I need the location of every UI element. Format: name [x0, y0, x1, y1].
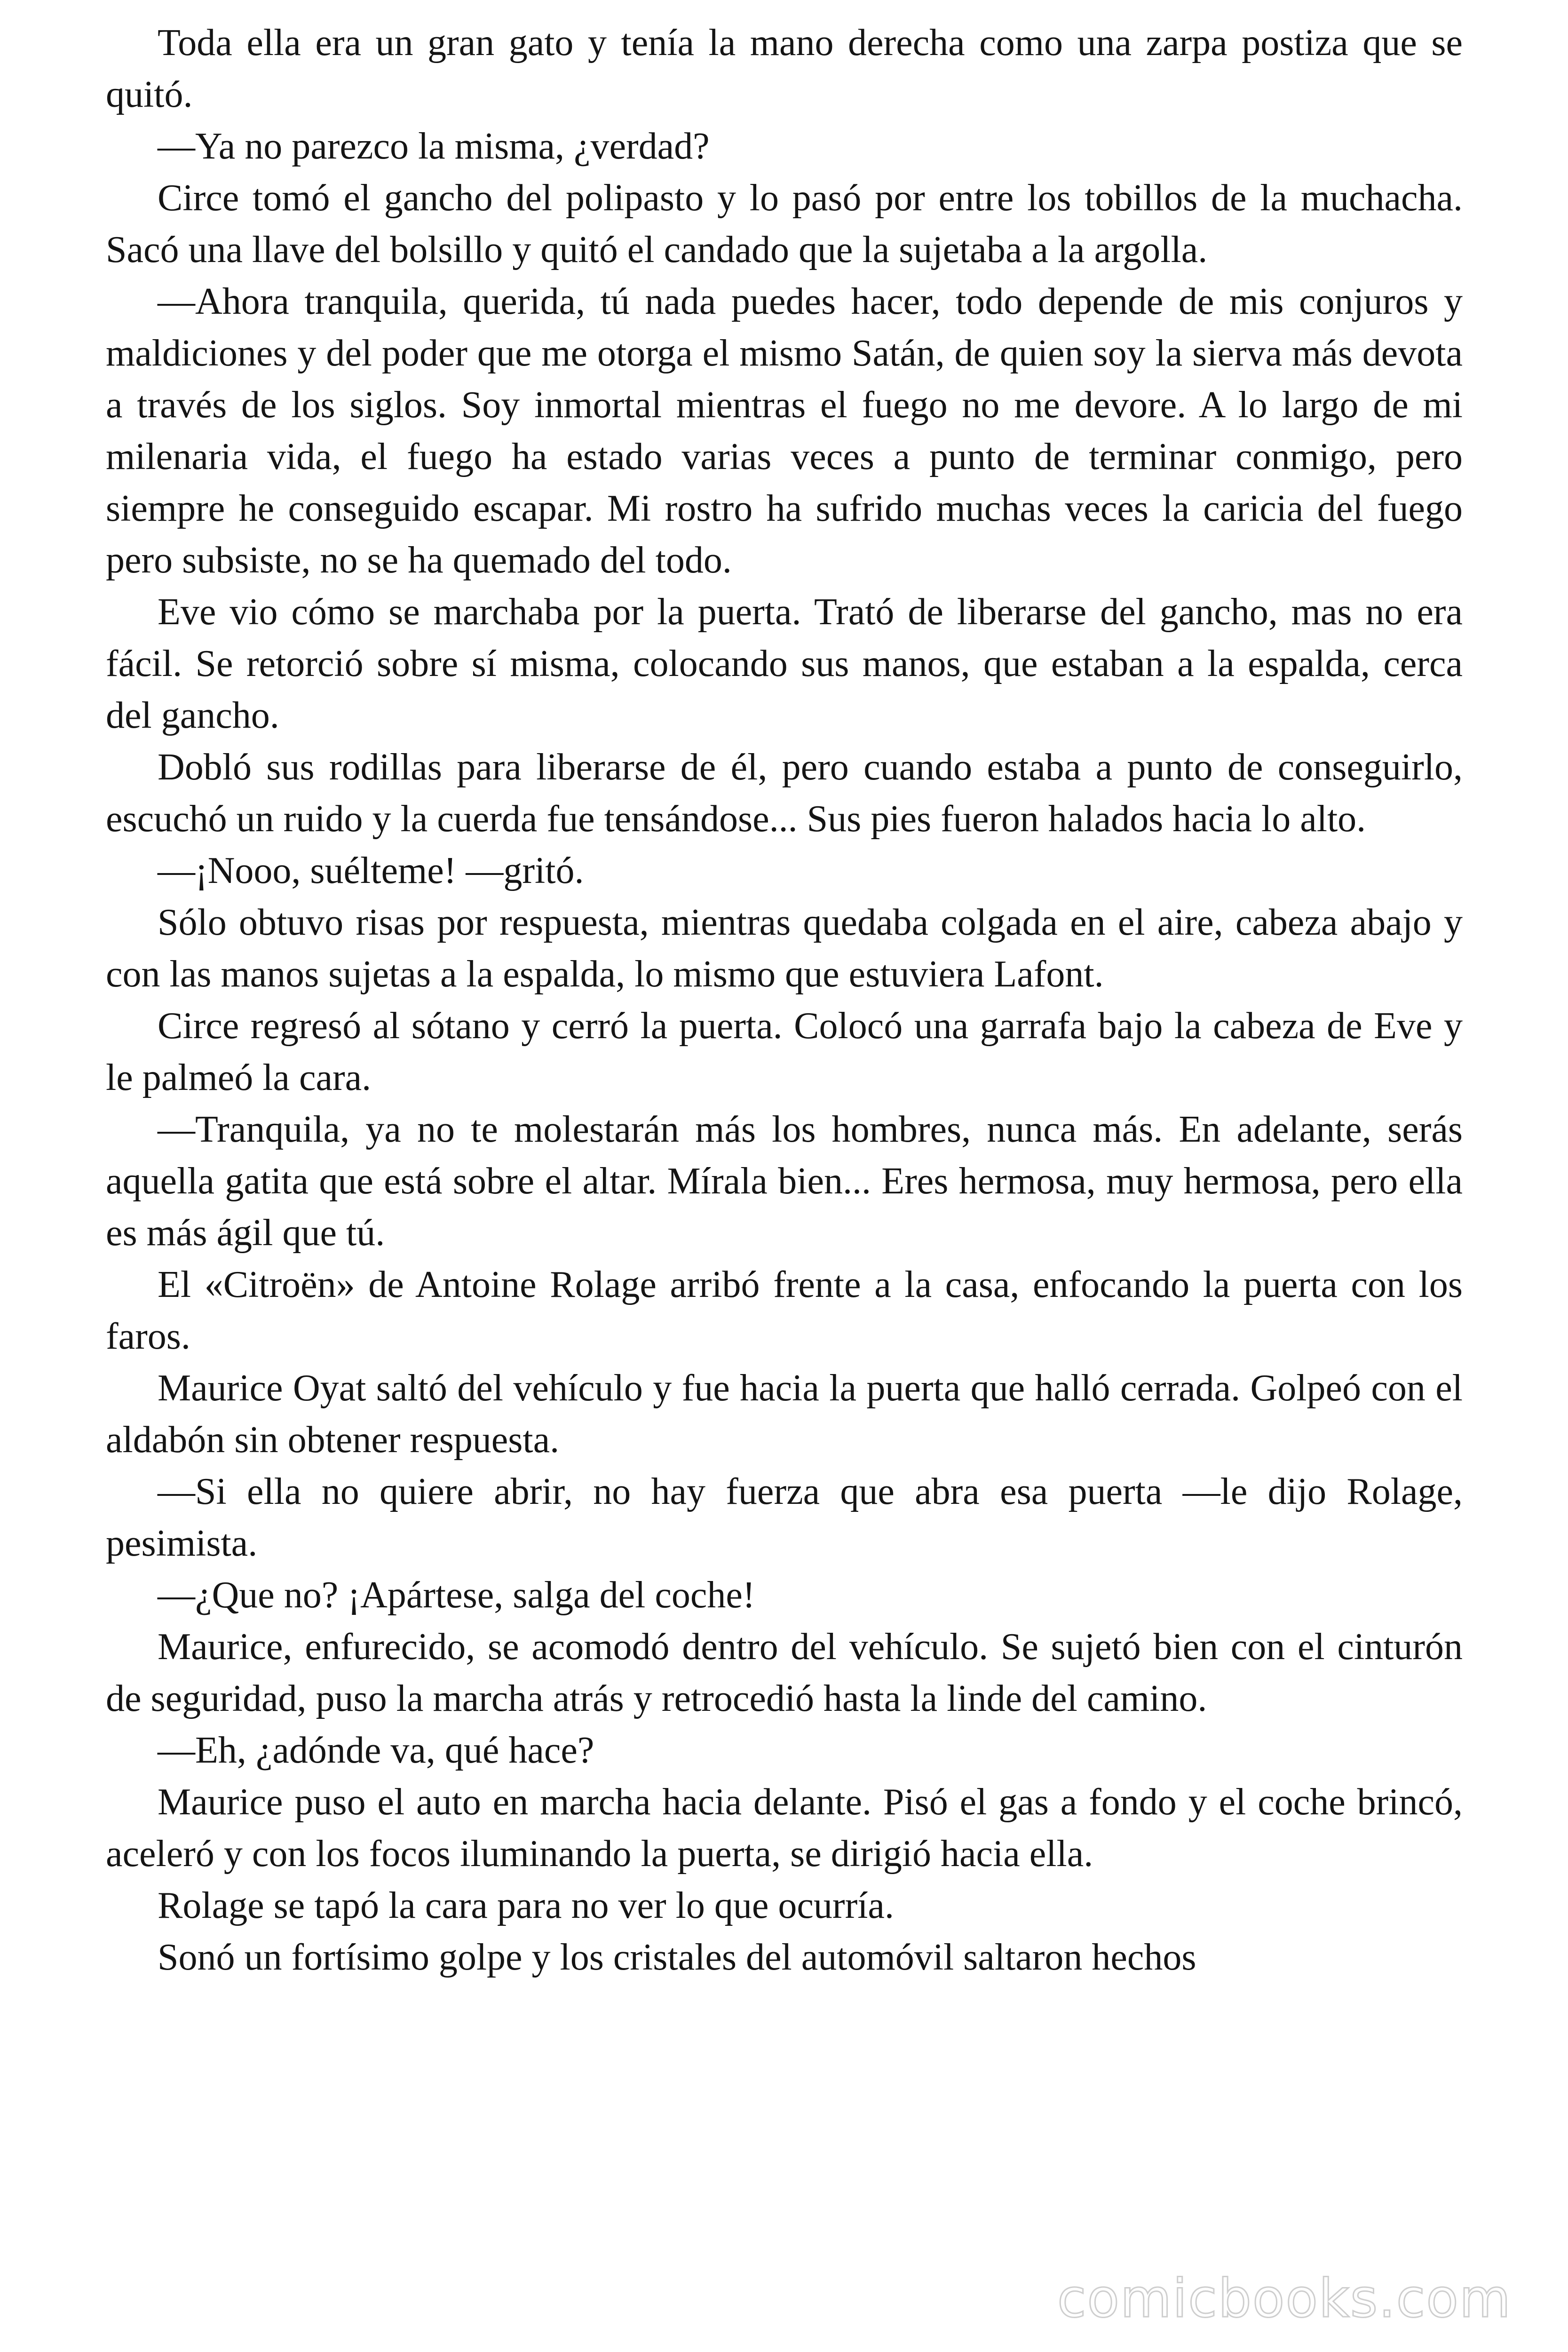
- paragraph: Toda ella era un gran gato y tenía la mano derecha como una zarpa postiza que se quitó.: [106, 22, 1463, 115]
- paragraph: —Ahora tranquila, querida, tú nada puedes hacer, todo depende de mis conjuros y maldiciones y del poder que me otorga el mismo Satán, de quien soy la sierva más devota a través de los siglos. Soy inmortal mientras el fuego no me devore. A lo largo de mi milenaria vida, el fuego ha estado varias veces a punto de terminar conmigo, pero siempre he conseguido escapar. Mi rostro ha sufrido muchas veces la caricia del fuego pero subsiste, no se ha quemado del todo.: [106, 281, 1463, 581]
- paragraph: Dobló sus rodillas para liberarse de él, pero cuando estaba a punto de conseguirlo, escuchó un ruido y la cuerda fue tensándose... Sus pies fueron halados hacia lo alto.: [106, 747, 1463, 840]
- paragraph: Circe regresó al sótano y cerró la puerta. Colocó una garrafa bajo la cabeza de Eve y le palmeó la cara.: [106, 1005, 1463, 1098]
- paragraph: —Eh, ¿adónde va, qué hace?: [158, 1730, 594, 1771]
- paragraph: —Tranquila, ya no te molestarán más los hombres, nunca más. En adelante, serás aquella gatita que está sobre el altar. Mírala bien... Eres hermosa, muy hermosa, pero ella es más ágil que tú.: [106, 1109, 1463, 1254]
- paragraph: Maurice, enfurecido, se acomodó dentro del vehículo. Se sujetó bien con el cinturón de seguridad, puso la marcha atrás y retrocedió hasta la linde del camino.: [106, 1626, 1463, 1719]
- book-page: [106, 17, 1463, 1983]
- paragraph: Sonó un fortísimo golpe y los cristales del automóvil saltaron hechos: [158, 1937, 1196, 1978]
- paragraph: Maurice Oyat saltó del vehículo y fue hacia la puerta que halló cerrada. Golpeó con el aldabón sin obtener respuesta.: [106, 1367, 1463, 1461]
- paragraph: Sólo obtuvo risas por respuesta, mientras quedaba colgada en el aire, cabeza abajo y con las manos sujetas a la espalda, lo mismo que estuviera Lafont.: [106, 902, 1463, 995]
- paragraph: Circe tomó el gancho del polipasto y lo pasó por entre los tobillos de la muchacha. Sacó una llave del bolsillo y quitó el candado que la sujetaba a la argolla.: [106, 177, 1463, 270]
- paragraph: Rolage se tapó la cara para no ver lo que ocurría.: [158, 1885, 894, 1926]
- paragraph: Maurice puso el auto en marcha hacia delante. Pisó el gas a fondo y el coche brincó, aceleró y con los focos iluminando la puerta, se dirigió hacia ella.: [106, 1781, 1463, 1875]
- paragraph: —¿Que no? ¡Apártese, salga del coche!: [158, 1574, 755, 1616]
- paragraph: —Ya no parezco la misma, ¿verdad?: [158, 126, 710, 167]
- watermark: comicbooks.com: [1057, 2268, 1512, 2329]
- paragraph: —Si ella no quiere abrir, no hay fuerza que abra esa puerta —le dijo Rolage, pesimista.: [106, 1471, 1463, 1564]
- paragraph: —¡Nooo, suélteme! —gritó.: [158, 850, 584, 891]
- paragraph: Eve vio cómo se marchaba por la puerta. Trató de liberarse del gancho, mas no era fácil. Se retorció sobre sí misma, colocando sus manos, que estaban a la espalda, cerca del gancho.: [106, 591, 1463, 736]
- paragraph: El «Citroën» de Antoine Rolage arribó frente a la casa, enfocando la puerta con los faros.: [106, 1264, 1463, 1357]
